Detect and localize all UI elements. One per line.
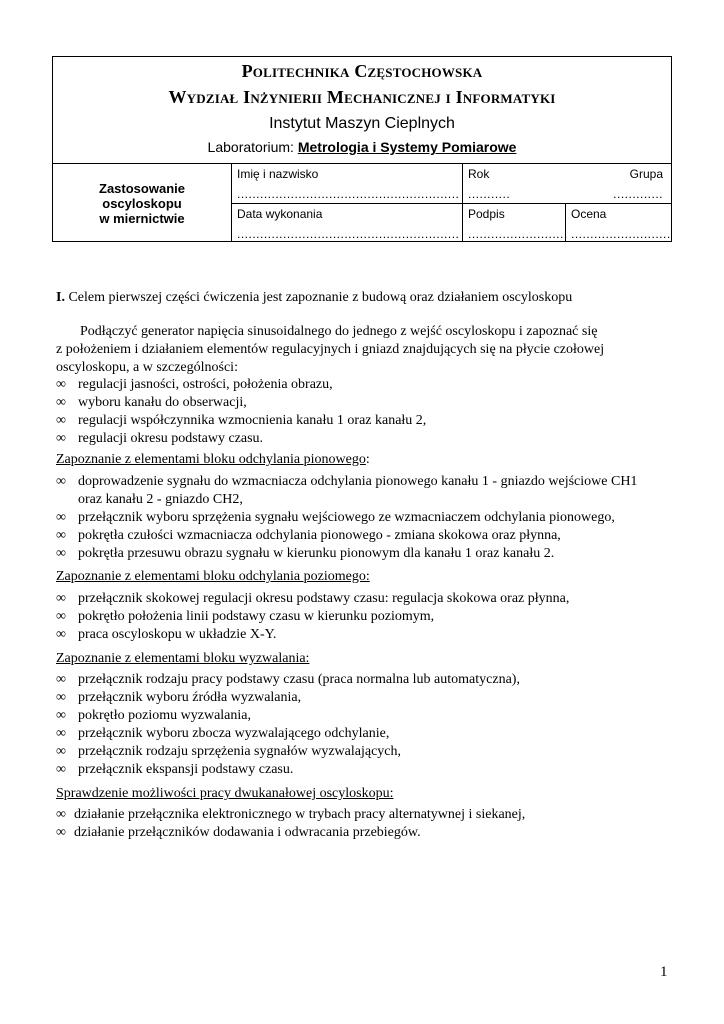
infinity-bullet-icon: ∞ — [56, 591, 66, 606]
laboratory-line — [53, 139, 671, 155]
list-item: ∞ przełącznik rodzaju sprzężenia sygnałów wyzwalających, — [56, 744, 402, 759]
grade-label: Ocena — [571, 207, 607, 221]
section-heading-vertical: Zapoznanie z elementami bloku odchylania pionowego: — [56, 452, 370, 467]
infinity-bullet-icon: ∞ — [56, 825, 66, 840]
info-grid — [53, 163, 671, 242]
year-label: Rok — [468, 167, 490, 181]
list-item: ∞ przełącznik wyboru źródła wyzwalania, — [56, 690, 302, 705]
list-item: ∞ pokrętła czułości wzmacniacza odchylania pionowego - zmiana skokowa oraz płynna, — [56, 528, 561, 543]
list-item: ∞ wyboru kanału do obserwacji, — [56, 395, 247, 410]
infinity-bullet-icon: ∞ — [56, 528, 66, 543]
year-dots: ........... — [468, 187, 511, 201]
section-numeral: I. — [56, 290, 65, 305]
group-label: Grupa — [629, 167, 663, 181]
page-number: 1 — [660, 964, 668, 980]
infinity-bullet-icon: ∞ — [56, 708, 66, 723]
section-heading-trigger: Zapoznanie z elementami bloku wyzwalania: — [56, 651, 310, 666]
list-item: ∞ doprowadzenie sygnału do wzmacniacza odchylania pionowego kanału 1 - gniazdo wejściowe CH1 — [56, 474, 638, 489]
date-field[interactable] — [232, 204, 462, 242]
institute-name: Instytut Maszyn Cieplnych — [269, 115, 455, 132]
infinity-bullet-icon: ∞ — [56, 413, 66, 428]
list-item: ∞ regulacji współczynnika wzmocnienia kanału 1 oraz kanału 2, — [56, 413, 427, 428]
exercise-topic — [53, 164, 231, 242]
list-item: ∞ przełącznik skokowej regulacji okresu podstawy czasu: regulacja skokowa oraz płynna, — [56, 591, 570, 606]
infinity-bullet-icon: ∞ — [56, 690, 66, 705]
list-item-continuation: oraz kanału 2 - gniazdo CH2, — [78, 492, 243, 507]
topic-line-1: Zastosowanie — [99, 180, 185, 196]
infinity-bullet-icon: ∞ — [56, 474, 66, 489]
infinity-bullet-icon: ∞ — [56, 627, 66, 642]
list-item: ∞ regulacji jasności, ostrości, położenia obrazu, — [56, 377, 333, 392]
infinity-bullet-icon: ∞ — [56, 546, 66, 561]
paragraph-line-2: z położeniem i działaniem elementów regulacyjnych i gniazd znajdujących się na płycie czołowej — [56, 342, 605, 357]
signature-field[interactable] — [463, 204, 568, 242]
grade-field[interactable] — [566, 204, 671, 242]
date-label: Data wykonania — [237, 207, 323, 221]
lab-prefix: Laboratorium: — [207, 139, 294, 155]
paragraph-line-3: oscyloskopu, a w szczególności: — [56, 360, 238, 375]
infinity-bullet-icon: ∞ — [56, 672, 66, 687]
group-dots: ............. — [613, 187, 663, 201]
list-item: ∞ pokrętło poziomu wyzwalania, — [56, 708, 252, 723]
name-label: Imię i nazwisko — [237, 167, 319, 181]
paragraph-line-1: Podłączyć generator napięcia sinusoidalnego do jednego z wejść oscyloskopu i zapoznać się — [80, 324, 598, 339]
list-item: ∞ praca oscyloskopu w układzie X-Y. — [56, 627, 277, 642]
list-item: ∞ działanie przełączników dodawania i odwracania przebiegów. — [56, 825, 421, 840]
faculty-name: Wydział Inżynierii Mechanicznej i Informatyki — [168, 87, 556, 107]
list-item: ∞ pokrętła przesuwu obrazu sygnału w kierunku pionowym dla kanału 1 oraz kanału 2. — [56, 546, 555, 561]
year-group-field[interactable] — [463, 164, 671, 203]
signature-dots: .......................... — [468, 227, 568, 241]
list-item: ∞ przełącznik wyboru sprzężenia sygnału wejściowego ze wzmacniaczem odchylania pionowego, — [56, 510, 615, 525]
infinity-bullet-icon: ∞ — [56, 762, 66, 777]
section-heading-horizontal: Zapoznanie z elementami bloku odchylania poziomego: — [56, 569, 370, 584]
grade-dots: .......................... — [571, 227, 671, 241]
signature-label: Podpis — [468, 207, 505, 221]
topic-line-2: oscyloskopu — [102, 195, 182, 211]
infinity-bullet-icon: ∞ — [56, 377, 66, 392]
name-field[interactable] — [232, 164, 462, 203]
date-dots: .......................................................... — [237, 227, 460, 241]
list-item: ∞ działanie przełącznika elektronicznego w trybach pracy alternatywnej i siekanej, — [56, 807, 526, 822]
infinity-bullet-icon: ∞ — [56, 510, 66, 525]
infinity-bullet-icon: ∞ — [56, 431, 66, 446]
lab-name: Metrologia i Systemy Pomiarowe — [297, 139, 517, 155]
list-item: ∞ regulacji okresu podstawy czasu. — [56, 431, 264, 446]
list-item: ∞ pokrętło położenia linii podstawy czasu w kierunku poziomym, — [56, 609, 435, 624]
university-name: Politechnika Częstochowska — [241, 61, 483, 81]
intro-line — [56, 289, 572, 307]
section-heading-dual-channel: Sprawdzenie możliwości pracy dwukanałowej oscyloskopu: — [56, 786, 394, 801]
list-item: ∞ przełącznik wyboru zbocza wyzwalającego odchylanie, — [56, 726, 390, 741]
header-box — [52, 56, 672, 242]
topic-line-3: w miernictwie — [99, 210, 185, 226]
intro-text: Celem pierwszej części ćwiczenia jest zapoznanie z budową oraz działaniem oscyloskopu — [64, 290, 573, 305]
infinity-bullet-icon: ∞ — [56, 726, 66, 741]
list-item: ∞ przełącznik ekspansji podstawy czasu. — [56, 762, 294, 777]
infinity-bullet-icon: ∞ — [56, 609, 66, 624]
infinity-bullet-icon: ∞ — [56, 744, 66, 759]
list-item: ∞ przełącznik rodzaju pracy podstawy czasu (praca normalna lub automatyczna), — [56, 672, 520, 687]
name-dots: .......................................................... — [237, 187, 460, 201]
infinity-bullet-icon: ∞ — [56, 395, 66, 410]
infinity-bullet-icon: ∞ — [56, 807, 66, 822]
